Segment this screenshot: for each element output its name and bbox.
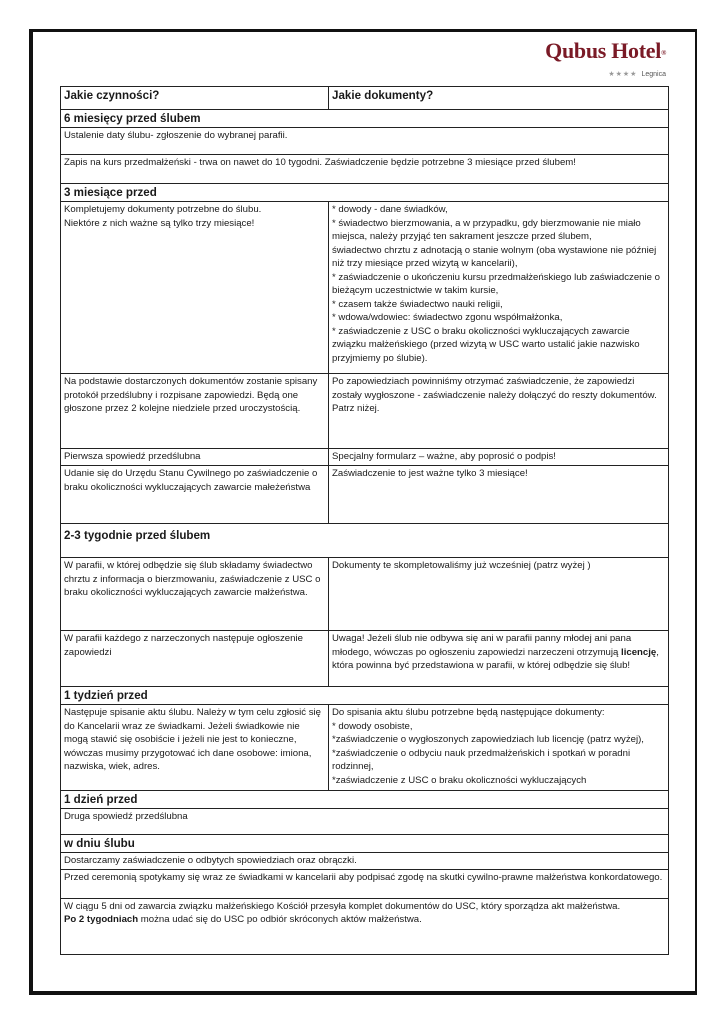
row-marriage-act-left: Następuje spisanie aktu ślubu. Należy w tym celu zgłosić się do Kancelarii wraz ze świadkami. Jeżeli świadkowie nie mogą stawić się osobiście i jeżeli nie jest to konieczne, wówczas musimy przygotować ich dane osobowe: imiona, nazwiska, wiek, adres. <box>61 705 329 791</box>
section-1-day: 1 dzień przed <box>61 791 669 809</box>
row-usc-right: Zaświadczenie to jest ważne tylko 3 miesiące! <box>329 466 669 524</box>
row-usc-left: Udanie się do Urzędu Stanu Cywilnego po zaświadczenie o braku okoliczności wykluczających zawarcie małeżeństwa <box>61 466 329 524</box>
row-submit-docs-right: Dokumenty te skompletowaliśmy już wcześniej (patrz wyżej ) <box>329 558 669 631</box>
row-documents-to-usc: W ciągu 5 dni od zawarcia związku małżeńskiego Kościół przesyła komplet dokumentów do USC, który sporządza akt małżeństwa. Po 2 tygodniach można udać się do USC po odbiór skróconych aktów małżeństwa. <box>61 898 669 954</box>
logo-brand: Qubus Hotel® <box>545 38 666 63</box>
header-documents: Jakie dokumenty? <box>329 87 669 110</box>
stars-icon: ★★★★ <box>608 71 638 78</box>
wedding-checklist-table <box>60 86 669 955</box>
row-set-date: Ustalenie daty ślubu- zgłoszenie do wybranej parafii. <box>61 128 669 155</box>
row-confession-left: Pierwsza spowiedź przedślubna <box>61 449 329 466</box>
row-marriage-act-right: Do spisania aktu ślubu potrzebne będą następujące dokumenty: * dowody osobiste, *zaświadczenie o wygłoszonych zapowiedziach lub licencję (patrz wyżej), *zaświadczenie o odbyciu nauk przedmałżeńskich i spotkań w poradni rodzinnej, *zaświadczenie z USC o braku okoliczności wykluczających <box>329 705 669 791</box>
hotel-logo <box>544 40 666 78</box>
row-collect-docs-left: Kompletujemy dokumenty potrzebne do ślubu. Niektóre z nich ważne są tylko trzy miesiące! <box>61 202 329 374</box>
section-1-week: 1 tydzień przed <box>61 687 669 705</box>
row-submit-docs-left: W parafii, w której odbędzie się ślub składamy świadectwo chrztu z informacja o bierzmowaniu, zaświadczenie z USC o braku okoliczności wykluczających zawarcie małżeństwa. <box>61 558 329 631</box>
section-3-months: 3 miesiące przed <box>61 184 669 202</box>
row-protocol-left: Na podstawie dostarczonych dokumentów zostanie spisany protokół przedślubny i rozpisane zapowiedzi. Będą one głoszone przez 2 kolejne niedziele przed uroczystością. <box>61 374 329 449</box>
row-deliver-certificates: Dostarczamy zaświadczenie o odbytych spowiedziach oraz obrączki. <box>61 853 669 870</box>
header-activities: Jakie czynności? <box>61 87 329 110</box>
row-collect-docs-right: * dowody - dane świadków, * świadectwo bierzmowania, a w przypadku, gdy bierzmowanie nie miało miejsca, należy przyjąć ten sakrament jeszcze przed ślubem, świadectwo chrztu z adnotacją o stanie wolnym (oba wystawione nie później niż trzy miesiące przed wizytą w kancelarii), * zaświadczenie o ukończeniu kursu przedmałżeńskiego lub zaświadczenie o bieżącym uczestnictwie w takim kursie, * czasem także świadectwo nauki religii, * wdowa/wdowiec: świadectwo zgonu współmałżonka, * zaświadczenie z USC o braku okoliczności wykluczających zawarcie związku małżeńskiego (przed wizytą w USC warto ustalić jakie nazwisko przyjmiemy po ślubie). <box>329 202 669 374</box>
row-sign-consent: Przed ceremonią spotykamy się wraz ze świadkami w kancelarii aby podpisać zgodę na skutki cywilno-prawne małżeństwa konkordatowego. <box>61 869 669 898</box>
row-banns-left: W parafii każdego z narzeczonych następuje ogłoszenie zapowiedzi <box>61 631 329 687</box>
section-6-months: 6 miesięcy przed ślubem <box>61 110 669 128</box>
section-wedding-day: w dniu ślubu <box>61 835 669 853</box>
logo-location: ★★★★ Legnica <box>608 71 666 78</box>
row-second-confession: Druga spowiedź przedślubna <box>61 809 669 835</box>
row-confession-right: Specjalny formularz – ważne, aby poprosić o podpis! <box>329 449 669 466</box>
row-course: Zapis na kurs przedmałżeński - trwa on nawet do 10 tygodni. Zaświadczenie będzie potrzebne 3 miesiące przed ślubem! <box>61 155 669 184</box>
row-protocol-right: Po zapowiedziach powinniśmy otrzymać zaświadczenie, że zapowiedzi zostały wygłoszone - zaświadczenie należy dołączyć do reszty dokumentów. Patrz niżej. <box>329 374 669 449</box>
row-banns-right: Uwaga! Jeżeli ślub nie odbywa się ani w parafii panny młodej ani pana młodego, wówczas po ogłoszeniu zapowiedzi narzeczeni otrzymują licencję, która powinna być przedstawiona w parafii, w której odbędzie się ślub! <box>329 631 669 687</box>
section-2-3-weeks: 2-3 tygodnie przed ślubem <box>61 524 669 558</box>
